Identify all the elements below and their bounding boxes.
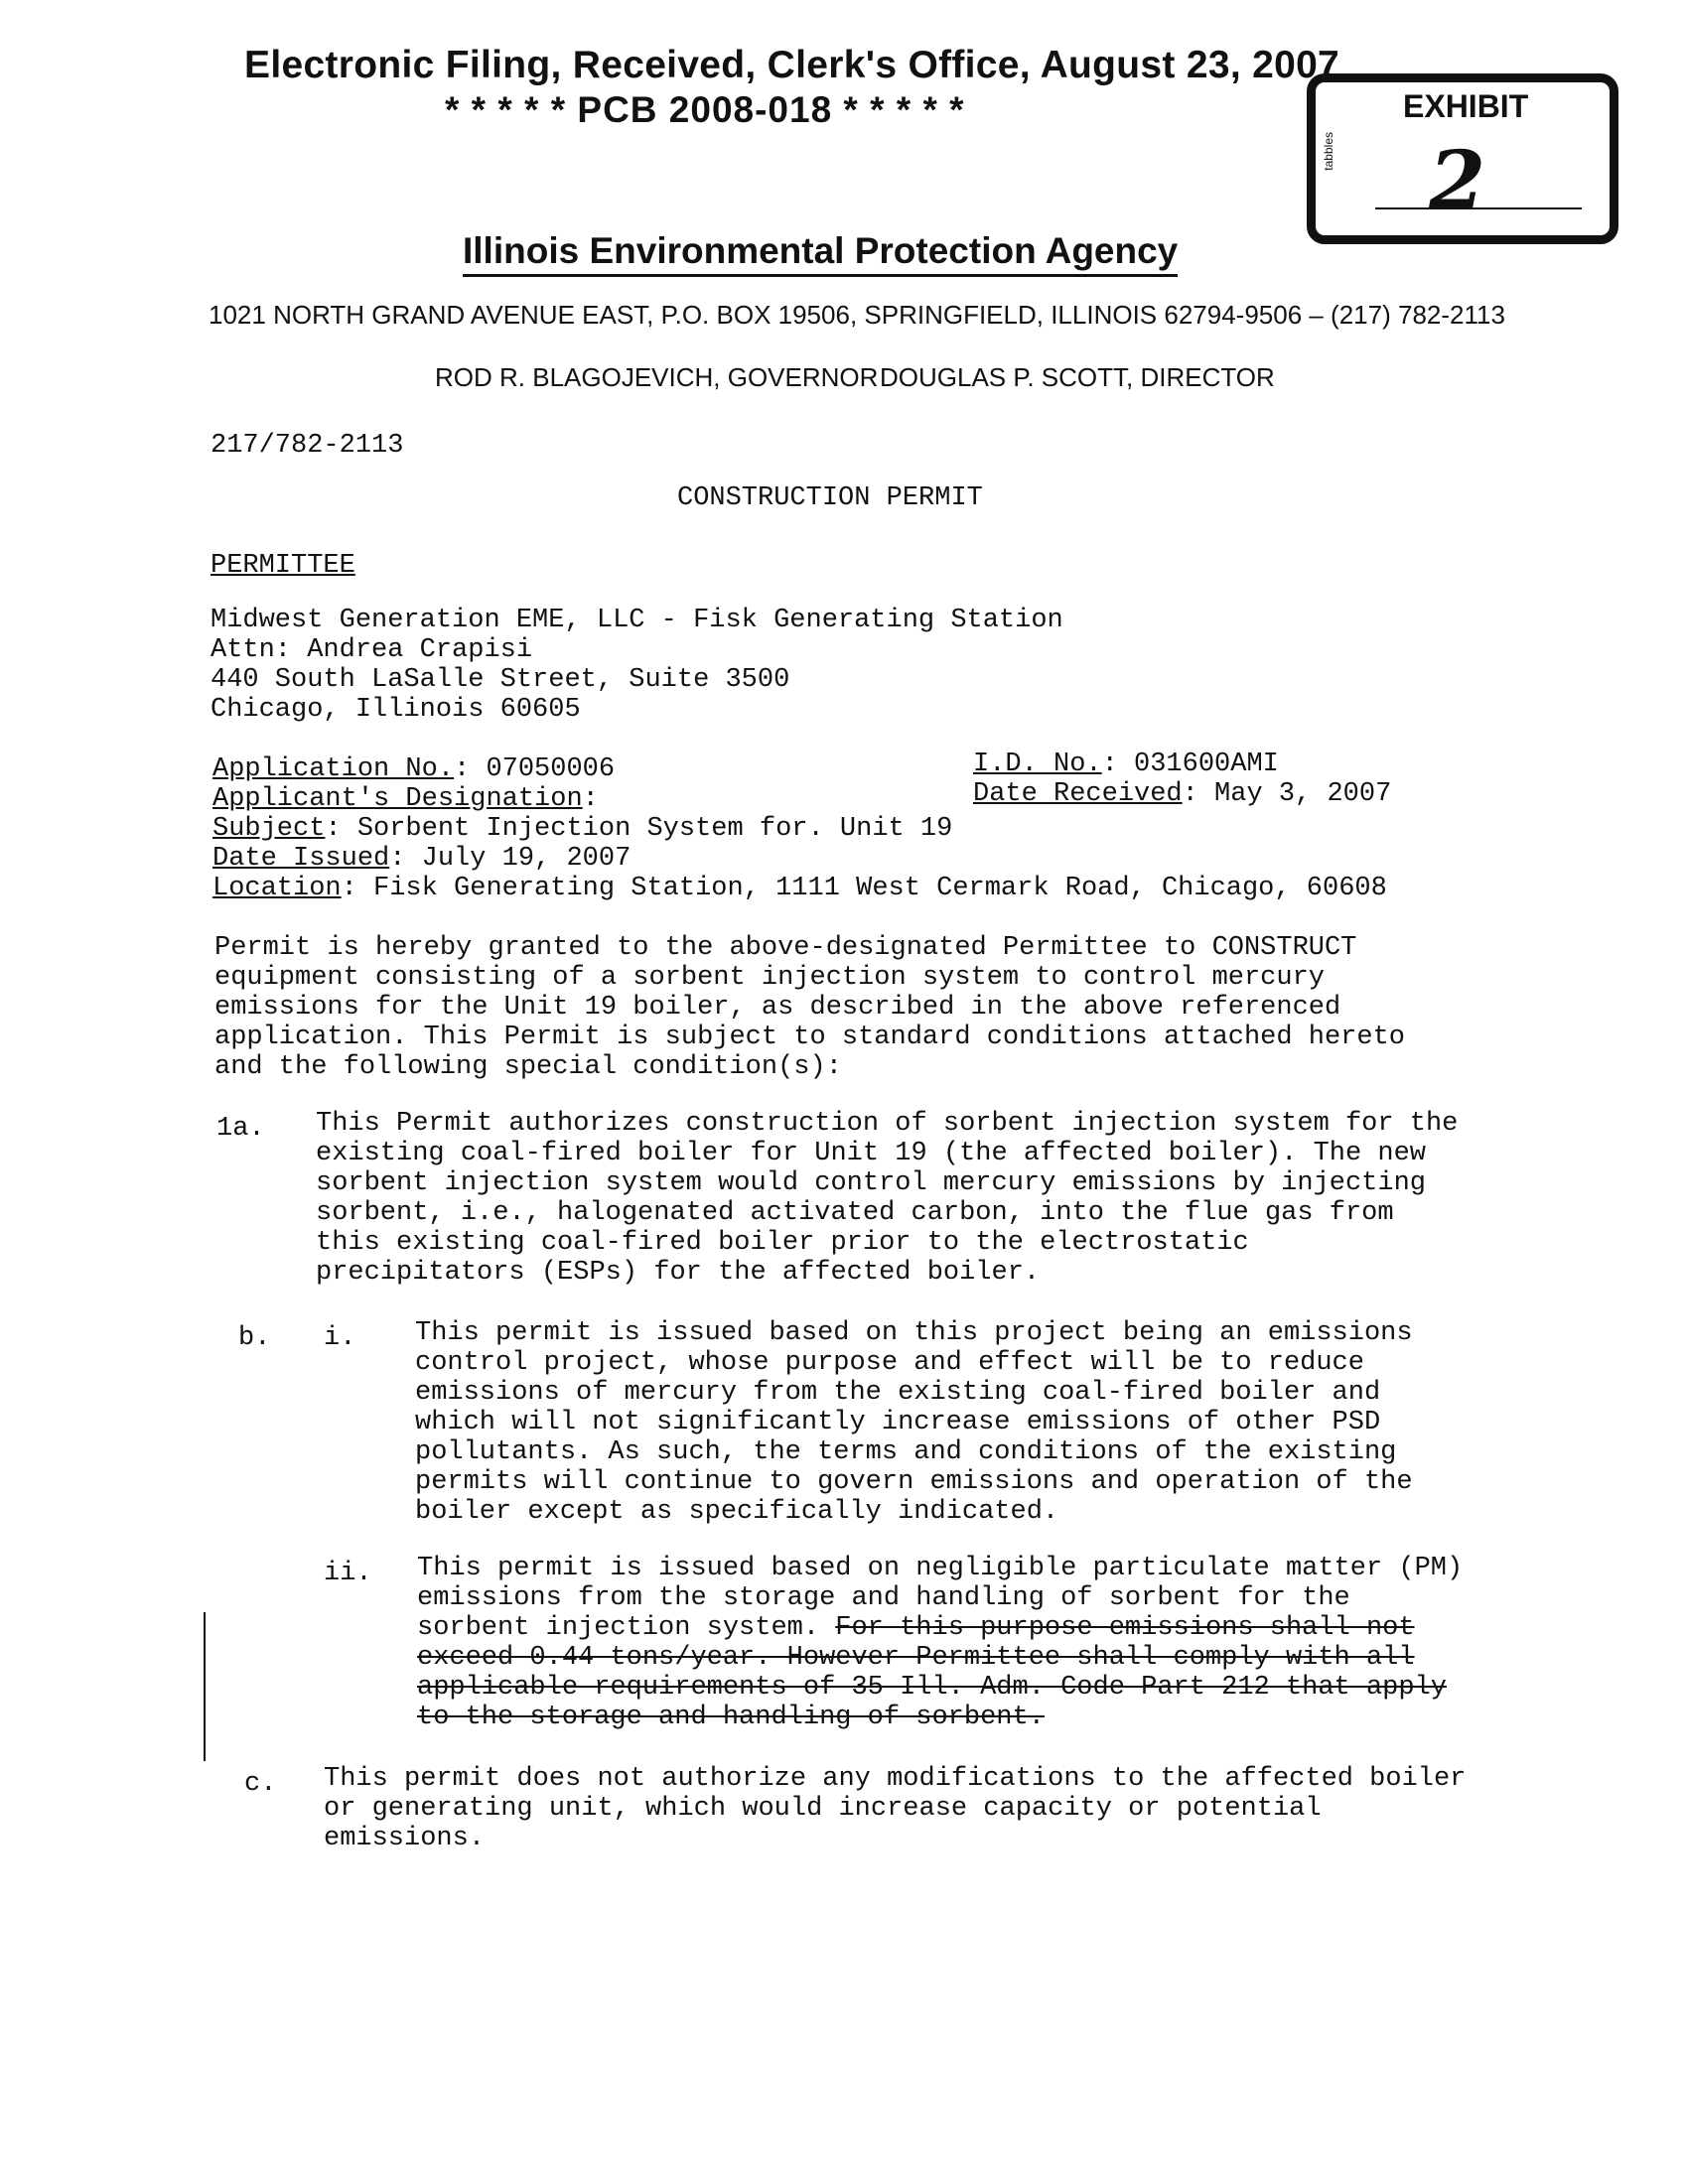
condition-b-i-line: boiler except as specifically indicated. (415, 1497, 1059, 1527)
exhibit-label: EXHIBIT (1403, 88, 1529, 124)
struck-text: applicable requirements of 35 Ill. Adm. Code Part 212 that apply (417, 1673, 1447, 1703)
id-no-row: I.D. No.: 031600AMI (973, 750, 1279, 779)
intro-line: Permit is hereby granted to the above-designated Permittee to CONSTRUCT (214, 933, 1357, 963)
struck-text: to the storage and handling of sorbent. (417, 1703, 1045, 1732)
condition-c-line: emissions. (324, 1824, 486, 1853)
intro-line: and the following special condition(s): (214, 1052, 842, 1082)
date-received-label: Date Received (973, 779, 1183, 809)
application-no-value: 07050006 (486, 754, 616, 784)
permittee-line: 440 South LaSalle Street, Suite 3500 (210, 665, 790, 695)
date-issued-value: July 19, 2007 (421, 844, 632, 874)
date-issued-label: Date Issued (212, 844, 390, 874)
permittee-line: Chicago, Illinois 60605 (210, 695, 581, 725)
filing-stamp-header: Electronic Filing, Received, Clerk's Office, August 23, 2007 (244, 44, 1340, 86)
exhibit-number: 2 (1429, 134, 1486, 229)
agency-address: 1021 NORTH GRAND AVENUE EAST, P.O. BOX 19506, SPRINGFIELD, ILLINOIS 62794-9506 – (217) 782-2113 (209, 300, 1505, 330)
condition-1a-marker: 1a. (216, 1114, 265, 1144)
id-no-label: I.D. No. (973, 750, 1102, 779)
permittee-line: Attn: Andrea Crapisi (210, 635, 533, 665)
intro-line: emissions for the Unit 19 boiler, as described in the above referenced (214, 993, 1341, 1023)
condition-1a-line: sorbent, i.e., halogenated activated carbon, into the flue gas from (316, 1198, 1394, 1228)
condition-c-marker: c. (244, 1769, 277, 1799)
designation-label: Applicant's Designation (212, 784, 583, 814)
revision-bar (204, 1612, 206, 1761)
document-title: CONSTRUCTION PERMIT (677, 483, 983, 513)
agency-director: DOUGLAS P. SCOTT, DIRECTOR (880, 362, 1275, 392)
struck-text: For this purpose emissions shall not (835, 1613, 1415, 1643)
condition-b-ii-line: This permit is issued based on negligible particulate matter (PM) (417, 1554, 1464, 1583)
application-no-row: Application No.: 07050006 (212, 754, 616, 784)
subject-row: Subject: Sorbent Injection System for. Unit 19 (212, 814, 953, 844)
condition-b-i-line: pollutants. As such, the terms and conditions of the existing (415, 1437, 1397, 1467)
exhibit-signature-line (1375, 207, 1582, 209)
condition-1a-line: this existing coal-fired boiler prior to the electrostatic (316, 1228, 1249, 1258)
application-no-label: Application No. (212, 754, 455, 784)
condition-b-i-marker: i. (324, 1323, 356, 1353)
condition-b-ii-line: sorbent injection system. For this purpose emissions shall not (417, 1613, 1415, 1643)
condition-1a-line: existing coal-fired boiler for Unit 19 (the affected boiler). The new (316, 1139, 1426, 1168)
condition-b-ii-line: emissions from the storage and handling of sorbent for the (417, 1583, 1350, 1613)
filing-stamp-docket: * * * * * PCB 2008-018 * * * * * (445, 89, 965, 130)
subject-value: Sorbent Injection System for. Unit 19 (356, 814, 953, 844)
condition-b-i-line: control project, whose purpose and effect will be to reduce (415, 1348, 1364, 1378)
condition-b-marker: b. (238, 1323, 271, 1353)
date-issued-row: Date Issued: July 19, 2007 (212, 844, 632, 874)
condition-b-i-line: permits will continue to govern emissions and operation of the (415, 1467, 1413, 1497)
condition-1a-line: precipitators (ESPs) for the affected boiler. (316, 1258, 1041, 1288)
permittee-line: Midwest Generation EME, LLC - Fisk Generating Station (210, 606, 1063, 635)
date-received-row: Date Received: May 3, 2007 (973, 779, 1392, 809)
condition-1a-line: sorbent injection system would control mercury emissions by injecting (316, 1168, 1426, 1198)
condition-b-ii-marker: ii. (324, 1559, 372, 1588)
condition-b-i-line: which will not significantly increase emissions of other PSD (415, 1408, 1381, 1437)
condition-c-line: This permit does not authorize any modifications to the affected boiler (324, 1764, 1467, 1794)
designation-row: Applicant's Designation: (212, 784, 599, 814)
condition-b-i-line: This permit is issued based on this project being an emissions (415, 1318, 1413, 1348)
exhibit-sticker (1307, 73, 1618, 244)
condition-b-i-line: emissions of mercury from the existing coal-fired boiler and (415, 1378, 1381, 1408)
subject-label: Subject (212, 814, 326, 844)
location-label: Location (212, 874, 342, 903)
permittee-heading: PERMITTEE (210, 551, 355, 581)
exhibit-sticker-maker: tabbles (1322, 132, 1335, 171)
intro-line: application. This Permit is subject to standard conditions attached hereto (214, 1023, 1405, 1052)
id-no-value: 031600AMI (1134, 750, 1279, 779)
location-value: Fisk Generating Station, 1111 West Cermark Road, Chicago, 60608 (373, 874, 1387, 903)
agency-governor: ROD R. BLAGOJEVICH, GOVERNOR (435, 362, 879, 392)
agency-name: Illinois Environmental Protection Agency (463, 230, 1178, 277)
date-received-value: May 3, 2007 (1214, 779, 1392, 809)
condition-c-line: or generating unit, which would increase capacity or potential (324, 1794, 1322, 1824)
struck-text: exceed 0.44 tons/year. However Permittee shall comply with all (417, 1643, 1415, 1673)
phone-reference: 217/782-2113 (210, 431, 404, 461)
condition-1a-line: This Permit authorizes construction of sorbent injection system for the (316, 1109, 1459, 1139)
intro-line: equipment consisting of a sorbent injection system to control mercury (214, 963, 1325, 993)
location-row: Location: Fisk Generating Station, 1111 West Cermark Road, Chicago, 60608 (212, 874, 1387, 903)
